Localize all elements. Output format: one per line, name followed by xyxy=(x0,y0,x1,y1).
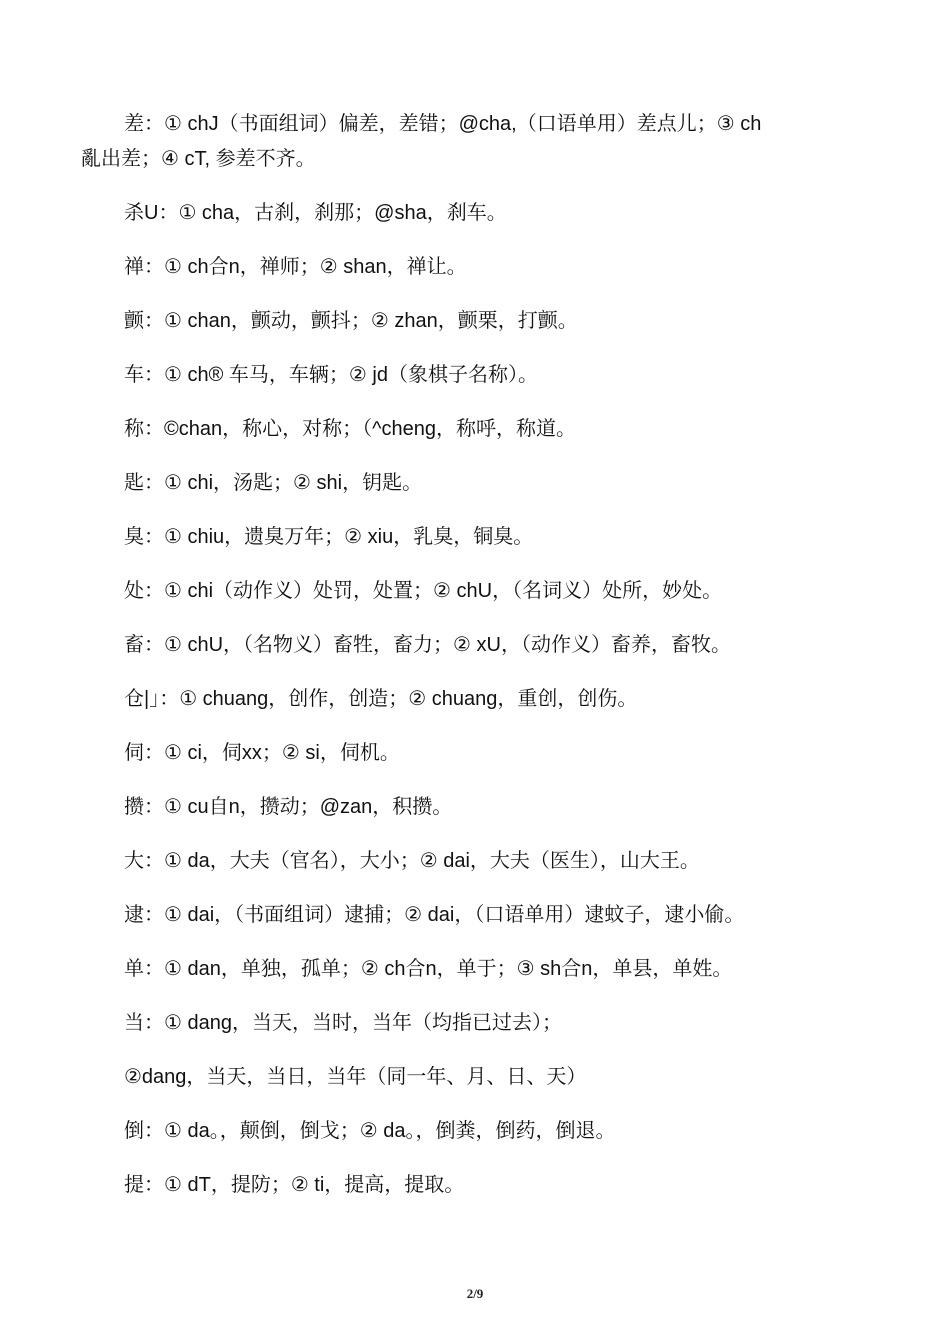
text-line: 差：① chJ（书面组词）偏差，差错；@cha,（口语单用）差点儿；③ ch xyxy=(124,113,762,135)
text-line: 大：① da，大夫（官名），大小；② dai，大夫（医生），山大王。 xyxy=(124,850,700,872)
text-line: 攒：① cu自n，攒动；@zan，积攒。 xyxy=(124,796,453,818)
text-line: 处：① chi（动作义）处罚，处置；② chU，（名词义）处所，妙处。 xyxy=(124,580,723,602)
text-line: 车：① ch® 车马，车辆；② jd（象棋子名称）。 xyxy=(124,364,538,386)
page-number: 2/9 xyxy=(466,1286,484,1301)
text-line: 单：① dan，单独，孤单；② ch合n，单于；③ sh合n，单县，单姓。 xyxy=(124,958,733,980)
text-line: 倒：① da。，颠倒，倒戈；② da。，倒粪，倒药，倒退。 xyxy=(124,1120,616,1142)
text-line: 称：©chan，称心，对称；（^cheng，称呼，称道。 xyxy=(124,418,576,440)
text-line: 畜：① chU，（名物义）畜牲，畜力；② xU，（动作义）畜养，畜牧。 xyxy=(124,634,731,656)
text-line: 提：① dT，提防；② ti，提高，提取。 xyxy=(124,1174,465,1196)
text-line: 颤：① chan，颤动，颤抖；② zhan，颤栗，打颤。 xyxy=(124,310,578,332)
text-line: 臭：① chiu，遗臭万年；② xiu，乳臭，铜臭。 xyxy=(124,526,534,548)
text-line: 禅：① ch合n，禅师；② shan，禅让。 xyxy=(124,256,467,278)
text-line: ②dang，当天，当日，当年（同一年、月、日、天） xyxy=(124,1066,587,1088)
text-line: 逮：① dai，（书面组词）逮捕；② dai，（口语单用）逮蚊子，逮小偷。 xyxy=(124,904,745,926)
text-line: 杀U：① cha，古刹，刹那；@sha，刹车。 xyxy=(124,202,507,224)
text-line: 仓|」：① chuang，创作，创造；② chuang，重创，创伤。 xyxy=(124,688,638,710)
text-line: 伺：① ci，伺xx；② si，伺机。 xyxy=(124,742,400,764)
text-line: 当：① dang，当天，当时，当年（均指已过去）； xyxy=(124,1012,562,1034)
text-line: 亂出差；④ cT, 参差不齐。 xyxy=(81,148,316,170)
text-line: 匙：① chi，汤匙；② shi，钥匙。 xyxy=(124,472,423,494)
